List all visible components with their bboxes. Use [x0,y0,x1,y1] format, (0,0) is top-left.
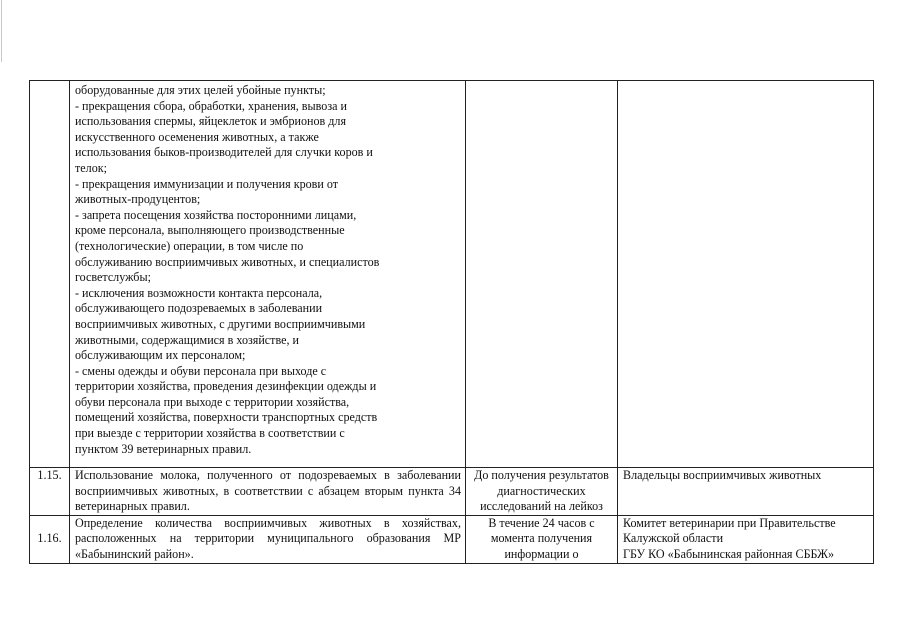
responsible-line: Калужской области [623,531,724,546]
measure-line: использования спермы, яйцеклеток и эмбрионов для [75,114,347,129]
responsible-cell [618,81,874,468]
number-cell [30,81,70,468]
row-number: 1.15. [30,468,70,516]
deadline-text: До получения результатов диагностических исследований на лейкоз [474,468,609,514]
measure-text [70,81,465,458]
measure-line: пунктом 39 ветеринарных правил. [75,441,252,456]
deadline-cell [466,515,618,563]
measure-line: использования быков-производителей для случки коров и [75,145,373,160]
measure-line: госветслужбы; [75,270,151,285]
measure-line: телок; [75,160,107,175]
measure-line: искусственного осеменения животных, а также [75,129,319,144]
measure-line: территории хозяйства, проведения дезинфекции одежды и [75,379,377,394]
table-row [30,81,874,468]
measure-line: обуви персонала при выходе с территории хозяйства, [75,394,350,409]
responsible-line: Комитет ветеринарии при Правительстве [623,515,836,530]
responsible-text [618,516,873,563]
row-number: 1.16. [30,515,70,563]
measure-line: - прекращения иммунизации и получения крови от [75,176,339,191]
measure-text: Определение количества восприимчивых животных в хозяйствах, расположенных на территории муниципального образования МР «Бабынинский район». [75,515,461,561]
measure-line: - исключения возможности контакта персонала, [75,285,323,300]
measure-line: животными, содержащимися в хозяйстве, и [75,332,299,347]
measure-line: животных-продуцентов; [75,192,201,207]
measure-line: обслуживающим их персоналом; [75,348,246,363]
measure-line: - смены одежды и обуви персонала при выходе с [75,363,327,378]
responsible-line: ГБУ КО «Бабынинская районная СББЖ» [623,546,835,561]
measure-line: оборудованные для этих целей убойные пункты; [75,83,326,97]
measure-line: помещений хозяйства, поверхности транспортных средств [75,410,378,425]
measure-text: Использование молока, полученного от подозреваемых в заболевании восприимчивых животных, в соответствии с абзацем вторым пункта 34 ветеринарных правил. [75,468,461,514]
responsible-cell [618,468,874,516]
measure-line: обслуживанию восприимчивых животных, и специалистов [75,254,380,269]
deadline-cell [466,468,618,516]
measure-cell [70,468,466,516]
deadline-text: В течение 24 часов с момента получения информации о [488,515,595,561]
measures-table [29,80,874,564]
table-row [30,468,874,516]
responsible-text: Владельцы восприимчивых животных [623,468,822,482]
measure-line: при выезде с территории хозяйства в соответствии с [75,426,345,441]
table-row [30,515,874,563]
responsible-cell [618,515,874,563]
measure-line: кроме персонала, выполняющего производственные [75,223,345,238]
measure-line: обслуживающего подозреваемых в заболевании [75,301,323,316]
measure-line: восприимчивых животных, с другими восприимчивыми [75,316,366,331]
deadline-cell [466,81,618,468]
measure-cell [70,81,466,468]
scan-edge-line [1,0,2,62]
measure-cell [70,515,466,563]
measure-line: - прекращения сбора, обработки, хранения, вывоза и [75,98,347,113]
measure-line: - запрета посещения хозяйства посторонними лицами, [75,207,357,222]
measure-line: (технологические) операции, в том числе по [75,238,304,253]
